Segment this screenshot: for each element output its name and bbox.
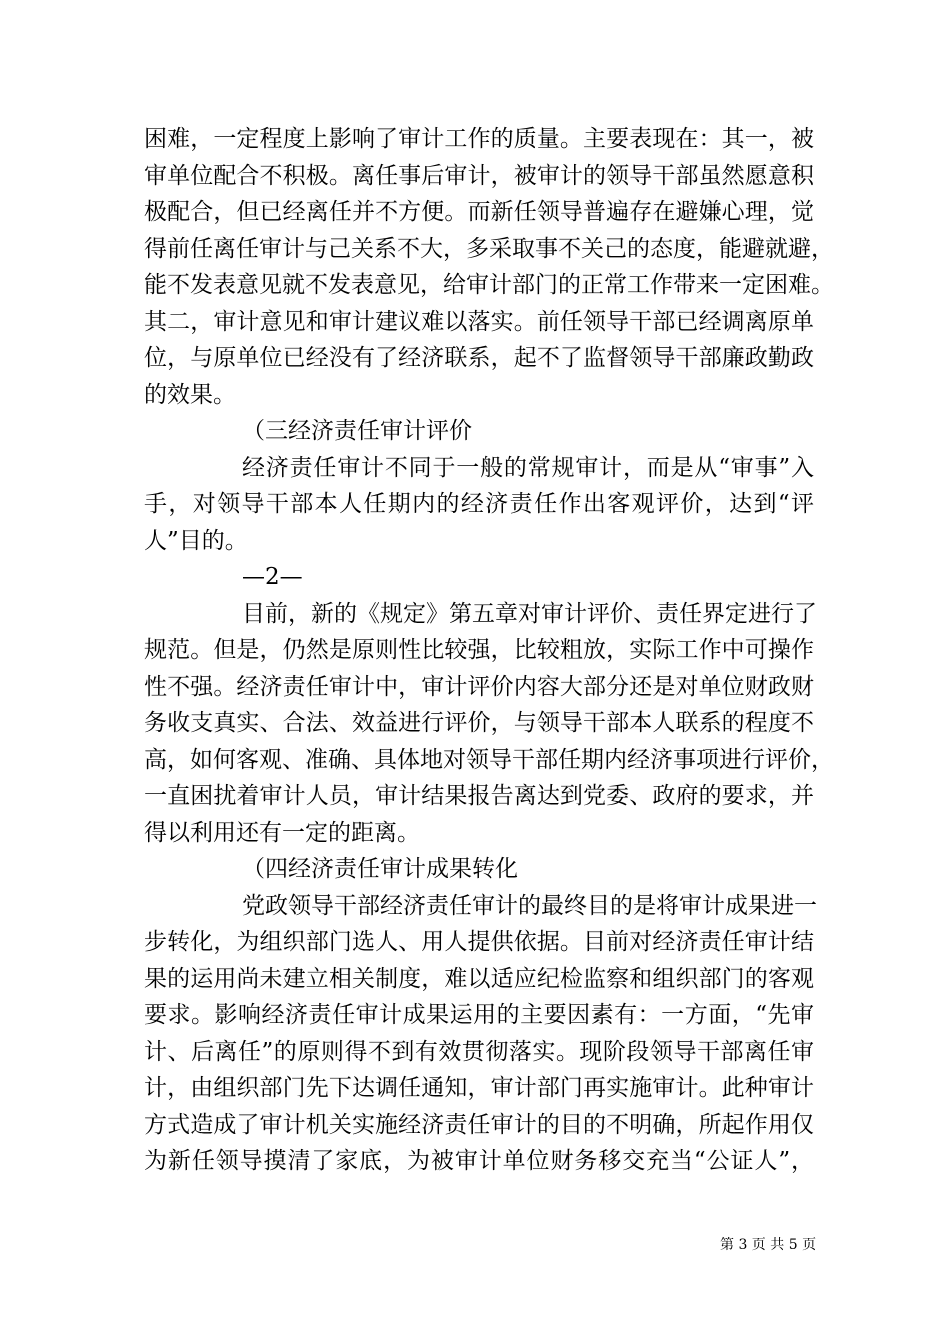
paragraph-4-line-1: 党政领导干部经济责任审计的最终目的是将审计成果进一: [242, 893, 817, 919]
paragraph-2-line-2: 手，对领导干部本人任期内的经济责任作出客观评价，达到“评: [144, 491, 814, 517]
paragraph-3-line-4: 务收支真实、合法、效益进行评价，与领导干部本人联系的程度不: [144, 710, 814, 736]
paragraph-1-line-8: 的效果。: [144, 382, 236, 408]
paragraph-4-line-6: 计，由组织部门先下达调任通知，审计部门再实施审计。此种审计: [144, 1075, 814, 1101]
paragraph-3-line-6: 一直困扰着审计人员，审计结果报告离达到党委、政府的要求，并: [144, 783, 814, 809]
paragraph-1-line-5: 能不发表意见就不发表意见，给审计部门的正常工作带来一定困难。: [144, 272, 834, 298]
paragraph-1-line-3: 极配合，但已经离任并不方便。而新任领导普遍存在避嫌心理，觉: [144, 199, 814, 225]
paragraph-3-line-1: 目前，新的《规定》第五章对审计评价、责任界定进行了: [242, 601, 817, 627]
paragraph-3-line-3: 性不强。经济责任审计中，审计评价内容大部分还是对单位财政财: [144, 674, 814, 700]
paragraph-2-line-3: 人”目的。: [144, 528, 248, 554]
paragraph-3-line-5: 高，如何客观、准确、具体地对领导干部任期内经济事项进行评价，: [144, 747, 834, 773]
section-heading-3: （三经济责任审计评价: [242, 418, 472, 444]
page-marker: —2—: [242, 564, 303, 590]
paragraph-4-line-8: 为新任领导摸清了家底，为被审计单位财务移交充当“公证人”，: [144, 1148, 814, 1174]
paragraph-4-line-4: 要求。影响经济责任审计成果运用的主要因素有：一方面，“先审: [144, 1002, 814, 1028]
paragraph-3-line-2: 规范。但是，仍然是原则性比较强，比较粗放，实际工作中可操作: [144, 637, 814, 663]
paragraph-4-line-5: 计、后离任”的原则得不到有效贯彻落实。现阶段领导干部离任审: [144, 1039, 814, 1065]
paragraph-2-line-1: 经济责任审计不同于一般的常规审计，而是从“审事”入: [242, 455, 814, 481]
paragraph-4-line-7: 方式造成了审计机关实施经济责任审计的目的不明确，所起作用仅: [144, 1112, 814, 1138]
paragraph-1-line-1: 困难，一定程度上影响了审计工作的质量。主要表现在：其一，被: [144, 126, 814, 152]
paragraph-1-line-4: 得前任离任审计与己关系不大，多采取事不关己的态度，能避就避，: [144, 236, 834, 262]
paragraph-1-line-6: 其二，审计意见和审计建议难以落实。前任领导干部已经调离原单: [144, 309, 814, 335]
paragraph-3-line-7: 得以利用还有一定的距离。: [144, 820, 420, 846]
paragraph-1-line-2: 审单位配合不积极。离任事后审计，被审计的领导干部虽然愿意积: [144, 163, 814, 189]
page-number-footer: 第 3 页 共 5 页: [720, 1237, 817, 1253]
paragraph-4-line-3: 果的运用尚未建立相关制度，难以适应纪检监察和组织部门的客观: [144, 966, 814, 992]
section-heading-4: （四经济责任审计成果转化: [242, 856, 518, 882]
paragraph-4-line-2: 步转化，为组织部门选人、用人提供依据。目前对经济责任审计结: [144, 929, 814, 955]
paragraph-1-line-7: 位，与原单位已经没有了经济联系，起不了监督领导干部廉政勤政: [144, 345, 814, 371]
